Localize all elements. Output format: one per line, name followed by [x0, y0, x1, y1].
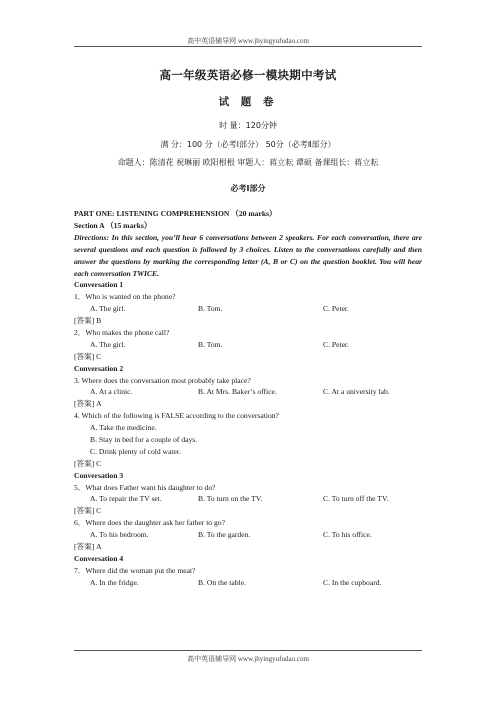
part-one-heading: PART ONE: LISTENING COMPREHENSION （20 marks）: [74, 209, 277, 218]
question-3-options: [74, 386, 422, 398]
option-a: A. In the fridge.: [90, 577, 139, 587]
question-4: 4. Which of the following is FALSE according to the conversation?: [74, 411, 279, 421]
option-b: B. On the table.: [198, 577, 246, 587]
conversation-4-label: Conversation 4: [74, 553, 124, 563]
option-a: A. To repair the TV set.: [90, 494, 162, 504]
question-2: 2．Who makes the phone call?: [74, 327, 170, 337]
question-4-option-c: C. Drink plenty of cold water.: [90, 446, 181, 456]
option-c: C. To his office.: [323, 530, 372, 540]
question-5-options: [74, 493, 422, 505]
option-c: C. At a university lab.: [323, 387, 390, 397]
question-3: 3. Where does the conversation most probably take place?: [74, 375, 251, 385]
option-b: B. To turn on the TV.: [198, 494, 263, 504]
page-footer: 高中英语辅导网 www.jhyingyufudao.com: [187, 655, 309, 663]
question-6-options: [74, 529, 422, 541]
option-b: B. To the garden.: [198, 530, 251, 540]
question-7: 7．Where did the woman put the meat?: [74, 565, 196, 575]
exam-title: 高一年级英语必修一模块期中考试: [159, 68, 337, 82]
option-a: A. To his bedroom.: [90, 530, 149, 540]
exam-body: [74, 208, 422, 589]
option-a: A. The girl.: [90, 339, 126, 349]
option-b: B. At Mrs. Baker’s office.: [198, 387, 277, 397]
option-c: C. To turn off the TV.: [323, 494, 389, 504]
question-7-options: [74, 577, 422, 589]
option-b: B. Tom.: [198, 339, 223, 349]
exam-time: 时 量：120分钟: [219, 121, 277, 130]
option-c: C. Peter.: [323, 304, 349, 314]
header-rule: [74, 46, 422, 47]
option-a: A. The girl.: [90, 304, 126, 314]
option-a: A. At a clinic.: [90, 387, 133, 397]
question-4-option-b: B. Stay in bed for a couple of days.: [90, 434, 198, 444]
answer-5: [答案] C: [74, 506, 102, 516]
question-2-options: [74, 339, 422, 351]
question-1: 1．Who is wanted on the phone?: [74, 292, 176, 302]
answer-4: [答案] C: [74, 458, 102, 468]
exam-score: 满 分：100 分（必考Ⅰ部分） 50分（必考Ⅱ部分）: [160, 140, 336, 149]
section-a-heading: Section A （15 marks）: [74, 220, 152, 230]
footer-rule: [74, 650, 422, 651]
answer-6: [答案] A: [74, 542, 102, 551]
question-6: 6．Where does the daughter ask her father to go?: [74, 518, 225, 528]
answer-3: [答案] A: [74, 399, 102, 409]
question-4-option-a: A. Take the medicine.: [90, 423, 157, 433]
option-b: B. Tom.: [198, 304, 223, 314]
directions: Directions: In this section, you’ll hear 6 conversations between 2 speakers. For each conversation, there are several questions and each question is followed by 3 choices. Listen to the conversations carefully and then answer the questions by marking the corresponding letter (A, B or C) on the question booklet. You will hear each conversation TWICE.: [74, 232, 422, 278]
option-c: C. Peter.: [323, 339, 349, 349]
conversation-1-label: Conversation 1: [74, 280, 124, 290]
conversation-3-label: Conversation 3: [74, 470, 124, 480]
option-c: C. In the cupboard.: [323, 577, 382, 587]
answer-1: [答案] B: [74, 316, 102, 326]
page-header: 高中英语辅导网 www.jhyingyufudao.com: [187, 37, 309, 45]
exam-subtitle: 试 题 卷: [218, 96, 278, 108]
answer-2: [答案] C: [74, 351, 102, 361]
question-1-options: [74, 303, 422, 315]
conversation-2-label: Conversation 2: [74, 363, 124, 373]
question-5: 5．What does Father want his daughter to do?: [74, 482, 216, 492]
exam-authors: 命题人：陈清花 祝琳丽 欧阳根根 审题人：蒋立耘 谭硕 备课组长：蒋立耘: [117, 158, 379, 167]
section-label: 必考Ⅰ部分: [230, 184, 266, 193]
